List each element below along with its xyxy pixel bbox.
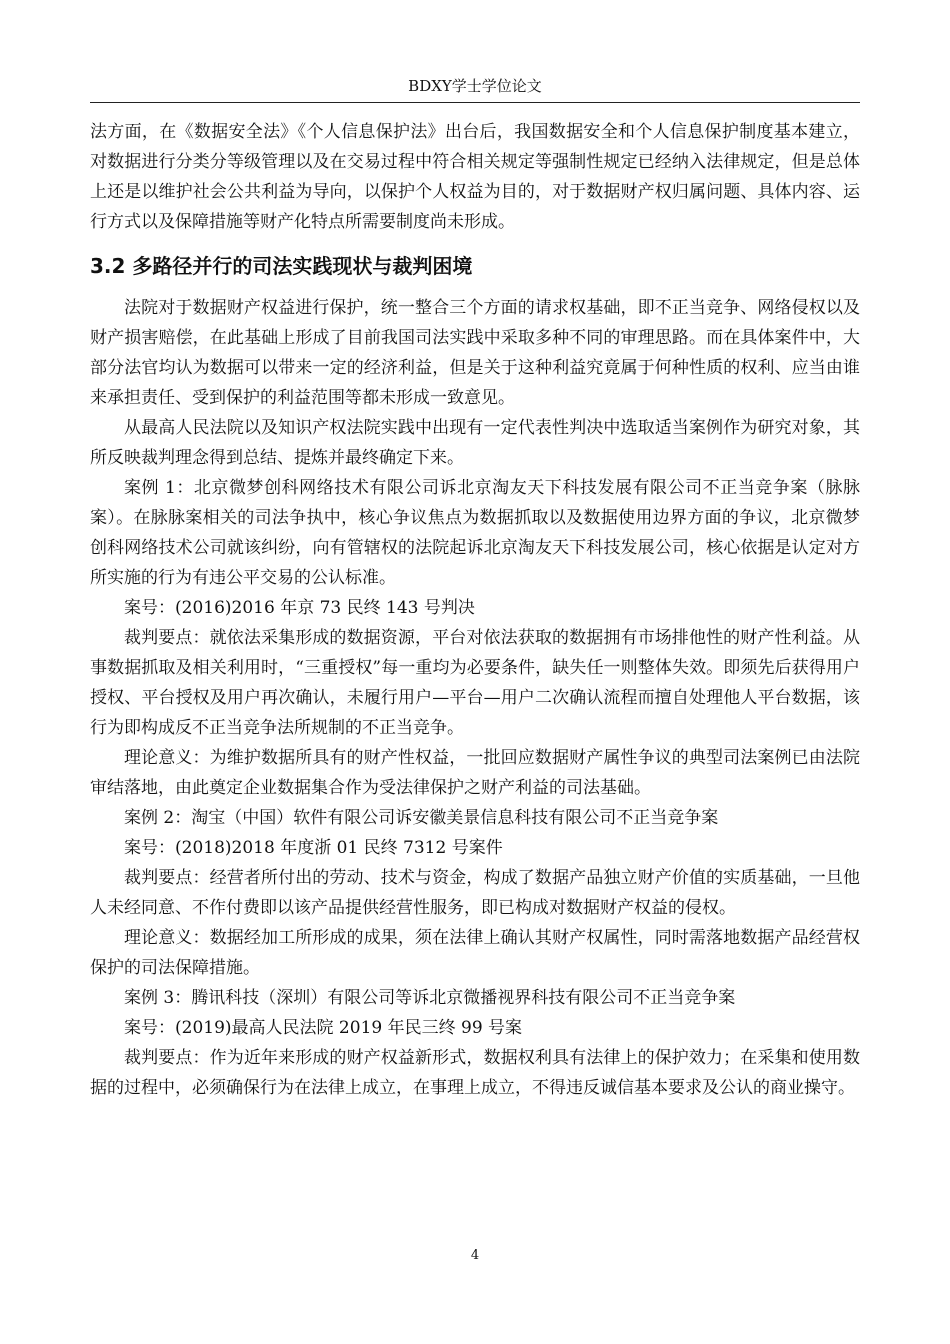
paragraph-method: 从最高人民法院以及知识产权法院实践中出现有一定代表性判决中选取适当案例作为研究对象，其所反映裁判理念得到总结、提炼并最终确定下来。 <box>90 418 860 468</box>
case-3-description: 案例 3：腾讯科技（深圳）有限公司等诉北京微播视界科技有限公司不正当竞争案 <box>124 988 736 1008</box>
case-2-significance: 理论意义：数据经加工所形成的成果，须在法律上确认其财产权属性，同时需落地数据产品经营权保护的司法保障措施。 <box>90 928 860 978</box>
page-number: 4 <box>470 1248 480 1263</box>
case-1-description: 案例 1：北京微梦创科网络技术有限公司诉北京淘友天下科技发展有限公司不正当竞争案（脉脉案）。在脉脉案相关的司法争执中，核心争议焦点为数据抓取以及数据使用边界方面的争议，北京微梦创科网络技术公司就该纠纷，向有管辖权的法院起诉北京淘友天下科技发展公司，核心依据是认定对方所实施的行为有违公平交易的公认标准。 <box>90 478 860 588</box>
body-text <box>90 117 860 1103</box>
case-1-significance: 理论意义：为维护数据所具有的财产性权益，一批回应数据财产属性争议的典型司法案例已由法院审结落地，由此奠定企业数据集合作为受法律保护之财产利益的司法基础。 <box>90 748 860 798</box>
section-heading: 3.2 多路径并行的司法实践现状与裁判困境 <box>90 254 473 278</box>
case-1-holding: 裁判要点：就依法采集形成的数据资源，平台对依法获取的数据拥有市场排他性的财产性利益。从事数据抓取及相关利用时，“三重授权”每一重均为必要条件，缺失任一则整体失效。即须先后获得用户授权、平台授权及用户再次确认，未履行用户—平台—用户二次确认流程而擅自处理他人平台数据，该行为即构成反不正当竞争法所规制的不正当竞争。 <box>90 628 860 738</box>
case-2-description: 案例 2：淘宝（中国）软件有限公司诉安徽美景信息科技有限公司不正当竞争案 <box>124 808 719 828</box>
running-header: BDXY学士学位论文 <box>90 70 860 103</box>
case-1-number: 案号：(2016)2016 年京 73 民终 143 号判决 <box>124 598 475 618</box>
case-3-holding: 裁判要点：作为近年来形成的财产权益新形式，数据权利具有法律上的保护效力；在采集和使用数据的过程中，必须确保行为在法律上成立，在事理上成立，不得违反诚信基本要求及公认的商业操守。 <box>90 1048 860 1098</box>
case-2-holding: 裁判要点：经营者所付出的劳动、技术与资金，构成了数据产品独立财产价值的实质基础，一旦他人未经同意、不作付费即以该产品提供经营性服务，即已构成对数据财产权益的侵权。 <box>90 868 860 918</box>
continued-paragraph: 法方面，在《数据安全法》《个人信息保护法》出台后，我国数据安全和个人信息保护制度基本建立，对数据进行分类分等级管理以及在交易过程中符合相关规定等强制性规定已经纳入法律规定，但是总体上还是以维护社会公共利益为导向，以保护个人权益为目的，对于数据财产权归属问题、具体内容、运行方式以及保障措施等财产化特点所需要制度尚未形成。 <box>90 122 860 232</box>
case-3-number: 案号：(2019)最高人民法院 2019 年民三终 99 号案 <box>124 1018 523 1038</box>
paragraph-intro: 法院对于数据财产权益进行保护，统一整合三个方面的请求权基础，即不正当竞争、网络侵权以及财产损害赔偿，在此基础上形成了目前我国司法实践中采取多种不同的审理思路。而在具体案件中，大部分法官均认为数据可以带来一定的经济利益，但是关于这种利益究竟属于何种性质的权利、应当由谁来承担责任、受到保护的利益范围等都未形成一致意见。 <box>90 298 860 408</box>
case-2-number: 案号：(2018)2018 年度浙 01 民终 7312 号案件 <box>124 838 503 858</box>
